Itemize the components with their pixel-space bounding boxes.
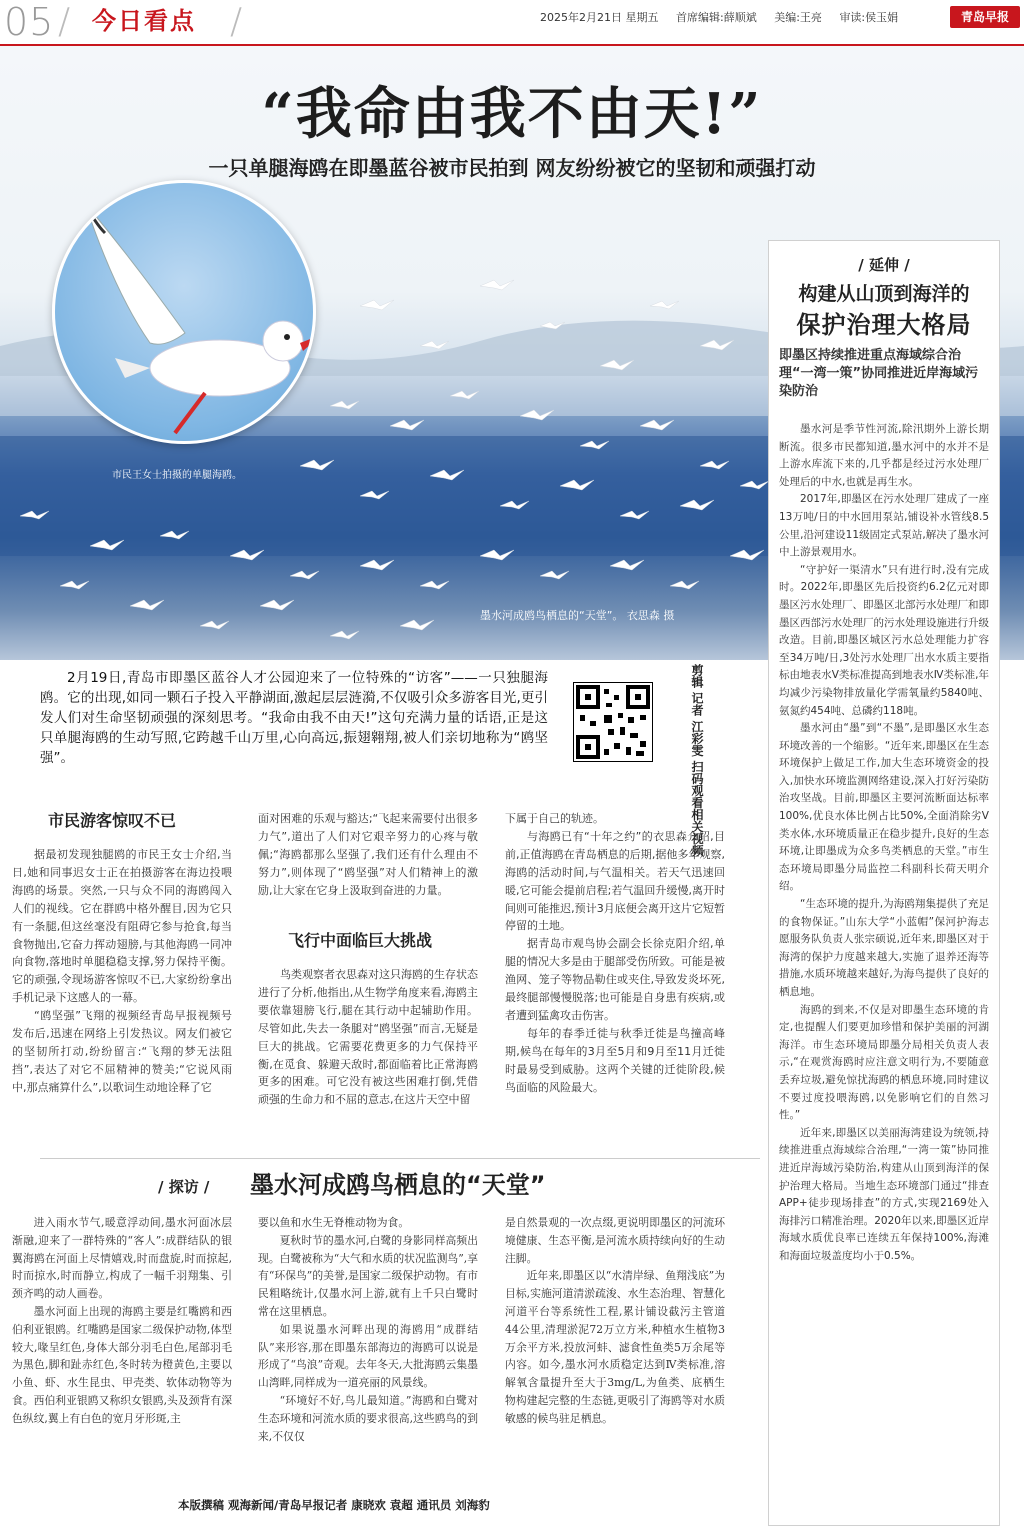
divider-slash: / bbox=[230, 1, 243, 42]
paragraph: “鸥坚强”飞翔的视频经青岛早报视频号发布后,迅速在网络上引发热议。网友们被它的坚韧所打动,纷纷留言:“飞翔的梦无法阻挡”,表达了对它不屈精神的赞美;“它说风雨中,那点痛算什么”,以歌词生动地诠释了它 bbox=[12, 1009, 232, 1094]
paragraph: 面对困难的乐观与豁达;“飞起来需要付出很多力气”,道出了人们对它艰辛努力的心疼与敬佩;“海鸥都那么坚强了,我们还有什么理由不努力”,则体现了“鸥坚强”对人们精神上的激励,让大家在它身上汲取到奋进的力量。 bbox=[258, 812, 478, 897]
paragraph: 是自然景观的一次点缀,更说明即墨区的河流环境健康、生态平衡,是河流水质持续向好的生动注脚。 bbox=[505, 1216, 725, 1265]
article-column-3 bbox=[505, 810, 725, 1097]
paragraph: “环境好不好,鸟儿最知道。”海鸥和白鹭对生态环境和河流水质的要求很高,这些鸥鸟的到来,不仅仅 bbox=[258, 1393, 478, 1443]
issue-date: 2025年2月21日 星期五 bbox=[540, 11, 659, 24]
interview-column-2 bbox=[258, 1214, 478, 1445]
paragraph: 夏秋时节的墨水河,白鹭的身影同样高频出现。白鹭被称为“大气和水质的状况监测鸟”,享有“环保鸟”的美誉,是国家二级保护动物。有市民粗略统计,仅墨水河上游,就有上千只白鹭时常在这里栖息。 bbox=[258, 1233, 478, 1318]
paragraph: 与海鸥已有“十年之约”的衣思森介绍,目前,正值海鸥在青岛栖息的后期,据他多年观察,海鸥的活动时间,与气温相关。若天气迅速回暖,它可能会提前启程;若气温回升缓慢,离开时间则可能推迟,预计3月底便会离开这片它短暂停留的土地。 bbox=[505, 829, 725, 933]
interview-column-3 bbox=[505, 1214, 725, 1428]
paragraph: 海鸥的到来,不仅是对即墨生态环境的肯定,也提醒人们要更加珍惜和保护美丽的河湖海洋。市生态环境局即墨分局相关负责人表示,“在观赏海鸥时应注意文明行为,不要随意丢弃垃圾,避免惊扰海鸥的栖息环境,同时建议不要过度投喂海鸥,以免影响它们的自然习性。” bbox=[779, 1003, 989, 1122]
paragraph: 近年来,即墨区以美丽海湾建设为统领,持续推进重点海域综合治理,“一湾一策”协同推进近岸海域污染防治,构建从山顶到海洋的保护治理大格局。当地生态环境部门通过“排查APP+徒步现场排查”的方式,实现2169处入海排污口精准治理。2020年以来,即墨区近岸海域水质优良率已连续五年保持100%,海滩和海面垃圾盖度均小于0.5%。 bbox=[779, 1126, 989, 1262]
photo-caption: 墨水河成鸥鸟栖息的“天堂”。 衣思森 摄 bbox=[480, 609, 675, 622]
gull-icon bbox=[55, 183, 313, 441]
paragraph: 下属于自己的轨迹。 bbox=[505, 812, 604, 825]
subhead-visitors: 市民游客惊叹不已 bbox=[48, 811, 177, 830]
chief-editor: 首席编辑:薛顺斌 bbox=[676, 11, 757, 24]
paragraph: 墨水河是季节性河流,除汛期外上游长期断流。很多市民都知道,墨水河中的水并不是上游水库流下来的,几乎都是经过污水处理厂处理后的中水,也就是再生水。 bbox=[779, 423, 989, 488]
gull-photo-caption: 市民王女士拍摄的单腿海鸥。 bbox=[112, 470, 242, 481]
subheadline: 一只单腿海鸥在即墨蓝谷被市民拍到 网友纷纷被它的坚韧和顽强打动 bbox=[208, 156, 816, 180]
paragraph: 要以鱼和水生无脊椎动物为食。 bbox=[258, 1216, 410, 1229]
paragraph: 每年的春季迁徙与秋季迁徙是鸟撞高峰期,候鸟在每年的3月至5月和9月至11月迁徙时最易受到威胁。这两个关键的迁徙阶段,候鸟面临的风险最大。 bbox=[505, 1026, 725, 1094]
page-header bbox=[0, 0, 1024, 46]
credits-line: 本版撰稿 观海新闻/青岛早报记者 康晓欢 袁超 通讯员 刘海豹 bbox=[178, 1498, 490, 1512]
interview-title: 墨水河成鸥鸟栖息的“天堂” bbox=[250, 1171, 546, 1199]
paragraph: 据最初发现独腿鸥的市民王女士介绍,当日,她和同事迟女士正在拍摄游客在海边投喂海鸥的场景。突然,一只与众不同的海鸥闯入人们的视线。它在群鸥中格外醒目,因为它只有一条腿,但这丝毫没有阻碍它参与抢食,每当食物抛出,它奋力挥动翅膀,与其他海鸥一同冲向食物,落地时单腿稳稳支撑,努力保持平衡。它的顽强,令现场游客惊叹不已,大家纷纷拿出手机记录下这感人的一幕。 bbox=[12, 848, 232, 1005]
paragraph: 进入雨水节气,暖意浮动间,墨水河面冰层渐融,迎来了一群特殊的“客人”:成群结队的银翼海鸥在河面上尽情嬉戏,时而盘旋,时而掠起,时而掠水,时而静立,构成了一幅千羽翔集、引颈齐鸣的动人画卷。 bbox=[12, 1216, 232, 1301]
sidebar-tag: / 延伸 / bbox=[858, 256, 910, 274]
qr-code[interactable] bbox=[573, 682, 653, 762]
sidebar-body bbox=[779, 421, 989, 1266]
paragraph: “生态环境的提升,为海鸥翔集提供了充足的食物保证。”山东大学“小蓝帽”保河护海志愿服务队负责人张宗硕说,近年来,即墨区对于海湾的保护力度越来越大,实施了退养还海等措施,水质环境越来越好,为海鸟提供了良好的栖息地。 bbox=[779, 898, 989, 998]
art-editor: 美编:王亮 bbox=[774, 11, 822, 24]
sidebar-title-line2: 保护治理大格局 bbox=[796, 311, 972, 339]
paragraph: 如果说墨水河畔出现的海鸥用“成群结队”来形容,那在即墨东部海边的海鸥可以说是形成了“鸟浪”奇观。去年冬天,大批海鸥云集墨山湾畔,同样成为一道亮丽的风景线。 bbox=[258, 1322, 478, 1390]
divider-slash: / bbox=[58, 1, 71, 42]
paragraph: 鸟类观察者衣思森对这只海鸥的生存状态进行了分析,他指出,从生物学角度来看,海鸥主要依靠翅膀飞行,腿在其行动中起辅助作用。尽管如此,失去一条腿对“鸥坚强”而言,无疑是巨大的挑战。它需要花费更多的力气保持平衡,在觅食、躲避天敌时,都面临着比正常海鸥更多的困难。可它没有被这些困难打倒,凭借顽强的生命力和不屈的意志,在这片天空中留 bbox=[258, 968, 478, 1107]
single-leg-gull-photo bbox=[52, 180, 316, 444]
sidebar-extension bbox=[768, 240, 1000, 1526]
page-number: 05 bbox=[4, 0, 55, 44]
paragraph: 近年来,即墨区以“水清岸绿、鱼翔浅底”为目标,实施河道清淤疏浚、水生态治理、智慧化河道平台等系统性工程,累计铺设截污主管道44公里,清理淤泥72万立方米,种植水生植物3万余平方米,投放河蚌、滤食性鱼类5万余尾等内容。如今,墨水河水质稳定达到Ⅳ类标准,溶解氧含量提升至大于3mg/L,为鱼类、底栖生物构建起完整的生态链,更吸引了海鸥等对水质敏感的候鸟驻足栖息。 bbox=[505, 1269, 725, 1425]
article-column-1 bbox=[12, 846, 232, 1097]
article-column-2b bbox=[258, 966, 478, 1109]
paragraph: 墨水河由“墨”到“不墨”,是即墨区水生态环境改善的一个缩影。“近年来,即墨区在生态环境保护上做足工作,加大生态环境资金的投入,加快水环境监测网络建设,深入打好污染防治攻坚战。目前,即墨区主要河流断面达标率100%,优良水体比例占比50%,全面消除劣Ⅴ类水体,水环境质量正在稳步提升,良好的生态环境,让即墨成为众多鸟类栖息的天堂。”市生态环境局即墨分局监控二科副科长荷天明介绍。 bbox=[779, 722, 989, 893]
paragraph: 墨水河面上出现的海鸥主要是红嘴鸥和西伯利亚银鸥。红嘴鸥是国家二级保护动物,体型较大,喙呈红色,身体大部分羽毛白色,尾部羽毛为黑色,脚和趾赤红色,冬时转为橙黄色,主要以小鱼、虾、水生昆虫、甲壳类、软体动物等为食。西伯利亚银鸥又称织女银鸥,头及颈背有深色纵纹,翼上有白色的宽月牙形斑,主 bbox=[12, 1304, 232, 1425]
qr-code-icon bbox=[574, 683, 652, 761]
qr-note: 剪辑 记者 江彩雯 扫码观看相关视频 bbox=[690, 664, 704, 857]
paragraph: 据青岛市观鸟协会副会长徐克阳介绍,单腿的情况大多是由于腿部受伤所致。可能是被渔网、笼子等物品勒住或夹住,导致发炎坏死,最终腿部慢慢脱落;也可能是自身患有疾病,或者遭到猛禽攻击伤害。 bbox=[505, 937, 725, 1022]
section-divider bbox=[40, 1158, 760, 1159]
section-title: 今日看点 bbox=[92, 7, 196, 35]
lead-paragraph: 2月19日,青岛市即墨区蓝谷人才公园迎来了一位特殊的“访客”——一只独腿海鸥。它的出现,如同一颗石子投入平静湖面,激起层层涟漪,不仅吸引众多游客目光,更引发人们对生命坚韧顽强的深刻思考。“我命由我不由天!”这句充满力量的话语,正是这只单腿海鸥的生动写照,它跨越千山万里,心向高远,振翅翱翔,被人们亲切地称为“鸥坚强”。 bbox=[40, 670, 548, 766]
sidebar-title-line1: 构建从山顶到海洋的 bbox=[798, 283, 970, 305]
article-column-2 bbox=[258, 810, 478, 900]
paragraph: 2017年,即墨区在污水处理厂建成了一座13万吨/日的中水回用泵站,铺设补水管线8.5公里,沿河建设11级固定式泵站,解决了墨水河中上游景观用水。 bbox=[779, 493, 989, 559]
subhead-challenges: 飞行中面临巨大挑战 bbox=[288, 931, 433, 950]
interview-tag: / 探访 / bbox=[158, 1178, 210, 1196]
proofreader: 审读:侯玉娟 bbox=[839, 11, 899, 24]
sidebar-deck: 即墨区持续推进重点海域综合治理“一湾一策”协同推进近岸海域污染防治 bbox=[779, 348, 979, 399]
interview-column-1 bbox=[12, 1214, 232, 1428]
header-meta bbox=[540, 10, 912, 26]
paragraph: “守护好一渠清水”只有进行时,没有完成时。2022年,即墨区先后投资约6.2亿元对即墨区污水处理厂、即墨区北部污水处理厂和即墨区西部污水处理厂的污水处理设施进行升级改造。目前,即墨区城区污水总处理能力扩容至34万吨/日,3处污水处理厂出水水质主要指标由地表水Ⅴ类标准提高到地表水Ⅳ类标准,年均减少污染物排放量化学需氧量约5840吨、氨氮约454吨、总磷约118吨。 bbox=[779, 563, 989, 717]
newspaper-logo: 青岛早报 bbox=[950, 6, 1020, 28]
headline: “我命由我不由天!” bbox=[261, 81, 763, 147]
